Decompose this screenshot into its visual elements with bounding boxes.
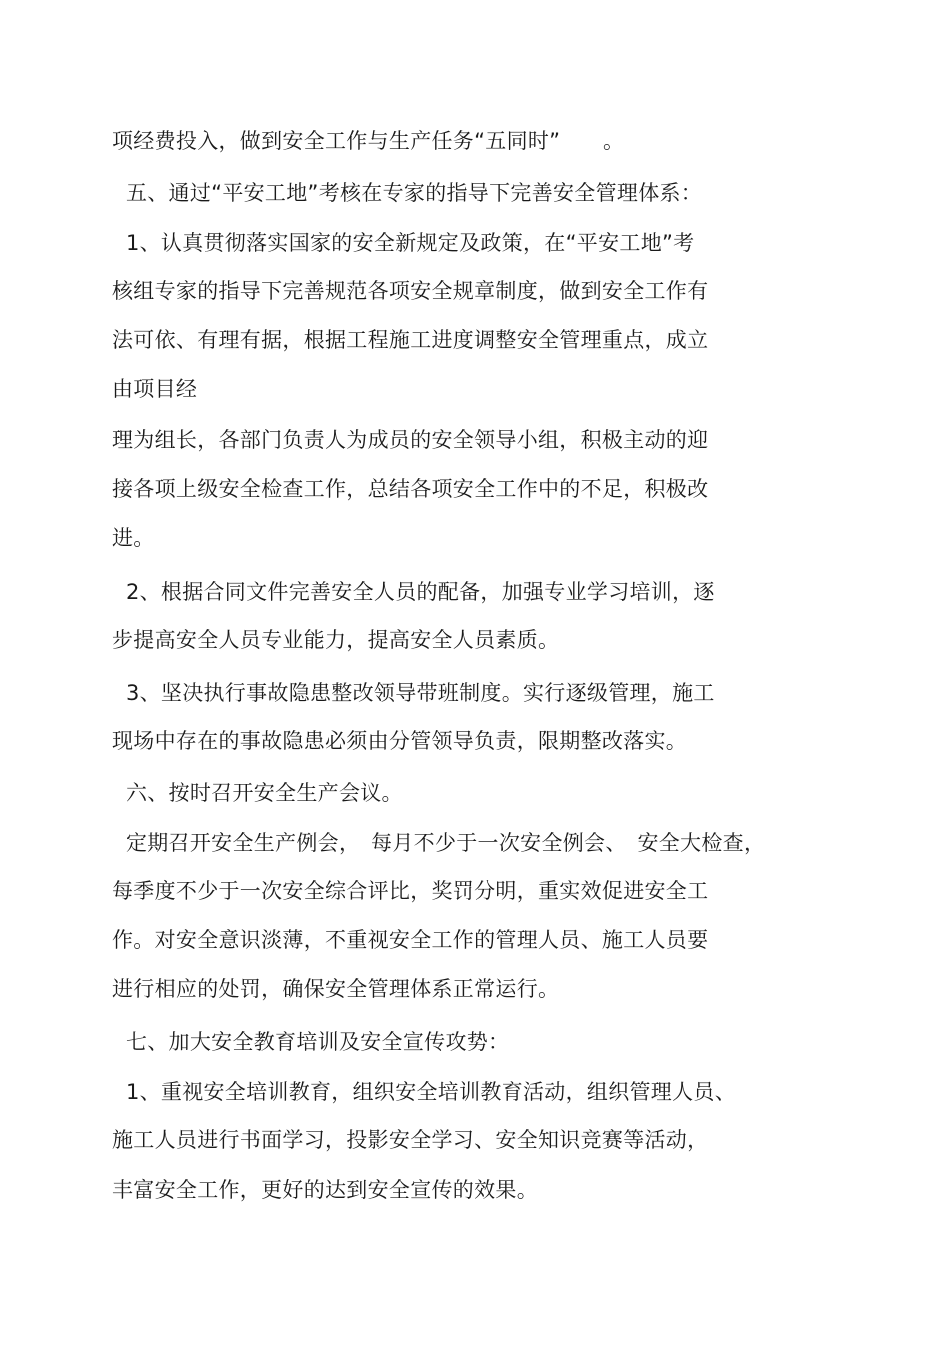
text-line: 核组专家的指导下完善规范各项安全规章制度，做到安全工作有 (112, 279, 709, 303)
text-line: 由项目经 (112, 377, 198, 401)
text-line: 施工人员进行书面学习，投影安全学习、安全知识竞赛等活动， (112, 1128, 709, 1152)
text-line: 定期召开安全生产例会， 每月不少于一次安全例会、 安全大检查， (112, 831, 766, 855)
text-line: 3、坚决执行事故隐患整改领导带班制度。实行逐级管理，施工 (112, 681, 715, 705)
text-line: 步提高安全人员专业能力，提高安全人员素质。 (112, 628, 560, 652)
text-line: 丰富安全工作，更好的达到安全宣传的效果。 (112, 1178, 538, 1202)
text-line: 项经费投入，做到安全工作与生产任务“五同时” 。 (112, 129, 625, 153)
text-line: 进。 (112, 526, 155, 550)
text-line: 作。对安全意识淡薄，不重视安全工作的管理人员、施工人员要 (112, 928, 709, 952)
text-line: 进行相应的处罚，确保安全管理体系正常运行。 (112, 977, 560, 1001)
text-line: 接各项上级安全检查工作，总结各项安全工作中的不足，积极改 (112, 477, 709, 501)
text-line: 法可依、有理有据，根据工程施工进度调整安全管理重点，成立 (112, 328, 709, 352)
text-line: 现场中存在的事故隐患必须由分管领导负责，限期整改落实。 (112, 729, 688, 753)
text-line: 2、根据合同文件完善安全人员的配备，加强专业学习培训，逐 (112, 580, 715, 604)
text-line: 每季度不少于一次安全综合评比，奖罚分明，重实效促进安全工 (112, 879, 709, 903)
text-line: 1、认真贯彻落实国家的安全新规定及政策，在“平安工地”考 (112, 231, 695, 255)
section-heading-5: 五、通过“平安工地”考核在专家的指导下完善安全管理体系： (112, 181, 703, 205)
section-heading-7: 七、加大安全教育培训及安全宣传攻势： (112, 1030, 510, 1054)
text-line: 理为组长，各部门负责人为成员的安全领导小组，积极主动的迎 (112, 428, 709, 452)
section-heading-6: 六、按时召开安全生产会议。 (112, 781, 403, 805)
text-line: 1、重视安全培训教育，组织安全培训教育活动，组织管理人员、 (112, 1080, 737, 1104)
